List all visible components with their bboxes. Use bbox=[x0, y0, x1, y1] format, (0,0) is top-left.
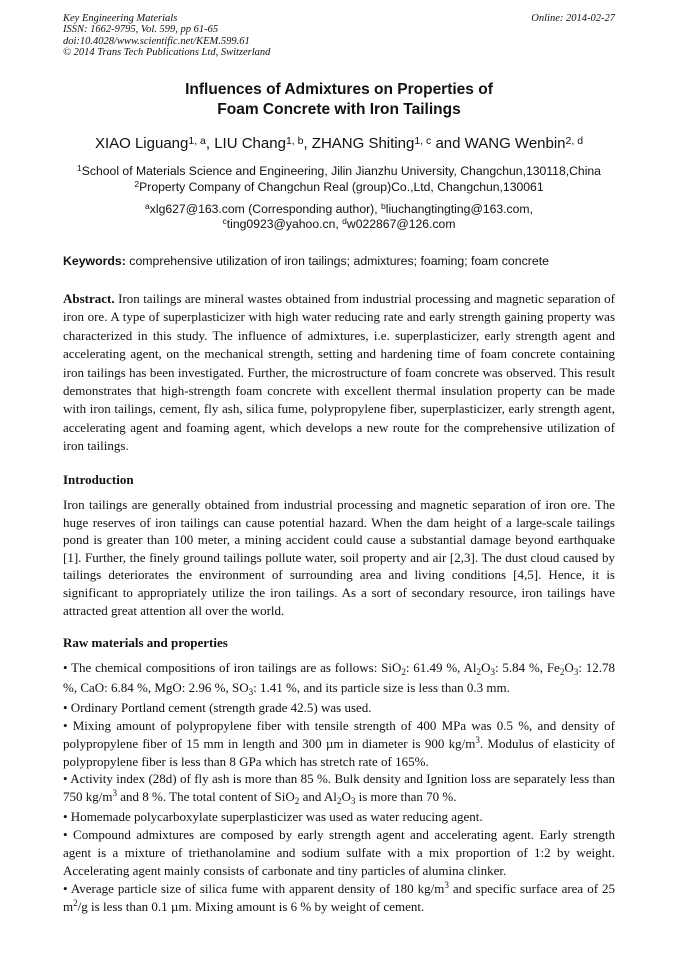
text-segment: • Activity index (28d) of fly ash is more than 85 %. Bulk density and Ignition loss are separately less than 750 kg/m bbox=[63, 771, 615, 805]
subscript-text: 3 bbox=[248, 686, 254, 697]
title-line-2: Foam Concrete with Iron Tailings bbox=[217, 101, 461, 118]
list-item bbox=[63, 826, 615, 880]
paper-title bbox=[0, 80, 678, 120]
list-item bbox=[63, 659, 615, 699]
subscript-text: 3 bbox=[573, 667, 579, 677]
text-segment: • Average particle size of silica fume with apparent density of 180 kg/m bbox=[63, 880, 445, 896]
subscript-text: 3 bbox=[350, 796, 356, 807]
text-segment: • The chemical compositions of iron tailings are as follows: SiO bbox=[63, 660, 402, 675]
raw-materials-list bbox=[63, 659, 615, 916]
text-segment: and specific surface area of 25 m bbox=[63, 880, 616, 914]
text-segment: O bbox=[564, 660, 574, 675]
subscript-text: 2 bbox=[476, 667, 482, 677]
subscript-text: 2 bbox=[401, 667, 406, 677]
author: ZHANG Shiting$^{1, c}$ and bbox=[311, 135, 465, 152]
doi: doi:10.4028/www.scientific.net/KEM.599.61 bbox=[63, 35, 250, 47]
text-segment: ting0923@yahoo.cn, bbox=[226, 216, 343, 231]
supscript-text: b bbox=[381, 201, 386, 211]
text-segment: is more than 70 %. bbox=[355, 789, 457, 805]
subscript-text: 2 bbox=[294, 796, 300, 807]
keywords bbox=[63, 253, 549, 269]
supscript-text: 2 bbox=[73, 897, 78, 908]
list-item bbox=[63, 808, 615, 826]
affiliation: $^1$School of Materials Science and Engineering, Jilin Jianzhu University, Changchun,130118,China bbox=[77, 163, 601, 178]
keywords-label: Keywords: bbox=[63, 254, 126, 268]
online-date: Online: 2014-02-27 bbox=[531, 13, 615, 24]
text-segment: • Ordinary Portland cement (strength grade 42.5) was used. bbox=[63, 699, 372, 715]
text-segment: and 8 %. The total content of SiO bbox=[117, 789, 295, 805]
subscript-text: 2 bbox=[336, 796, 342, 807]
supscript-text: 3 bbox=[112, 788, 118, 799]
author: XIAO Liguang$^{1, a}$, bbox=[94, 135, 215, 152]
text-segment: liuchangtingting@163.com, bbox=[385, 202, 533, 216]
author: WANG Wenbin$^{2, d}$ bbox=[464, 135, 584, 152]
email-line bbox=[0, 202, 678, 217]
text-segment: • Compound admixtures are composed by early strength agent and accelerating agent. Early strength agent is a mixture of triethanolamine and sodium sulfate with a mix proportion of 1:2 by weight. Accelerating agent mainly consists of carbonate and tiny particles of alumina clinker. bbox=[63, 827, 615, 878]
text-segment: : 5.84 %, Fe bbox=[495, 660, 560, 675]
title-line-1: Influences of Admixtures on Properties of bbox=[185, 81, 493, 98]
email-line bbox=[0, 217, 678, 232]
abstract-text: Iron tailings are mineral wastes obtained from industrial processing and magnetic separation of iron ore. A type of superplasticizer with high water reducing rate and early strength gaining property was characterized in this study. The influence of admixtures, i.e. superplasticizer, early strength agent and accelerating agent, on the mechanical strength, setting and hardening time of foam concrete containing iron tailings has been investigated. Further, the microstructure of foam concrete was observed. This result demonstrates that high-strength foam concrete with excellent thermal insulation property can be made with iron tailings, cement, fly ash, silica fume, polypropylene fiber, superplasticizer, early strength agent, accelerating agent and foaming agent, which develops a new route for the comprehensive utilization of iron tailings. bbox=[63, 291, 615, 454]
authors bbox=[0, 134, 678, 154]
text-segment: xlg627@163.com (Corresponding author), bbox=[149, 202, 381, 216]
text-segment: • Mixing amount of polypropylene fiber with tensile strength of 400 MPa was 0.5 %, and density of polypropylene fiber of 15 mm in length and 300 µm in diameter is 900 kg/m bbox=[63, 717, 615, 751]
journal-name: Key Engineering Materials bbox=[63, 13, 178, 24]
text-segment: O bbox=[481, 660, 491, 675]
supscript-text: 3 bbox=[475, 734, 480, 745]
affiliations bbox=[0, 164, 678, 195]
section-heading-introduction: Introduction bbox=[63, 472, 134, 487]
text-segment: : 61.49 %, Al bbox=[405, 660, 477, 675]
issn: ISSN: 1662-9795, Vol. 599, pp 61-65 bbox=[63, 24, 219, 36]
list-item bbox=[63, 699, 615, 717]
subscript-text: 3 bbox=[490, 667, 495, 677]
subscript-text: 2 bbox=[559, 667, 565, 677]
supscript-text: d bbox=[342, 215, 347, 226]
text-segment: • Homemade polycarboxylate superplasticizer was used as water reducing agent. bbox=[63, 809, 483, 825]
section-heading-raw-materials: Raw materials and properties bbox=[63, 635, 228, 650]
text-segment: : 12.78 %, CaO: 6.84 %, MgO: 2.96 %, SO bbox=[63, 660, 615, 695]
text-segment: and Al bbox=[299, 789, 337, 805]
list-item bbox=[63, 880, 615, 916]
introduction-paragraph: Iron tailings are generally obtained from industrial processing and magnetic separation of iron ore. The huge reserves of iron tailings can cause potential hazard. When the dam height of a large-scale tailings pond is greater than 100 meter, a mining accident could cause a substantial damage beyond earthquake [1]. Further, the finely ground tailings pollute water, soil property and air [2,3]. The dust cloud caused by tailings deteriorates the environment of surrounding area and living conditions [4,5]. Hence, it is significant to appropriately utilize the iron tailings. As a sort of secondary resource, iron tailings have attracted great attention all over the world. bbox=[63, 497, 615, 618]
affiliation: $^2$Property Company of Changchun Real (group)Co.,Ltd, Changchun,130061 bbox=[134, 178, 544, 194]
supscript-text: a bbox=[145, 201, 150, 211]
text-segment: /g is less than 0.1 µm. Mixing amount is 6 % by weight of cement. bbox=[77, 898, 425, 914]
abstract bbox=[63, 290, 615, 456]
list-item bbox=[63, 717, 615, 771]
text-segment: : 1.41 %, and its particle size is less than 0.3 mm. bbox=[253, 679, 510, 695]
journal-header bbox=[63, 13, 270, 58]
supscript-text: c bbox=[222, 215, 227, 226]
supscript-text: 3 bbox=[444, 879, 449, 890]
emails bbox=[0, 202, 678, 231]
author: LIU Chang$^{1, b}$, bbox=[214, 135, 312, 152]
text-segment: . Modulus of elasticity of polypropylene fiber is less than 8 GPa which has stretch rate of 165%. bbox=[63, 735, 615, 769]
list-item bbox=[63, 770, 615, 808]
abstract-label: Abstract. bbox=[63, 291, 115, 306]
copyright: © 2014 Trans Tech Publications Ltd, Switzerland bbox=[63, 46, 271, 58]
text-segment: O bbox=[341, 789, 351, 805]
text-segment: w022867@126.com bbox=[346, 216, 456, 231]
keywords-text: comprehensive utilization of iron tailings; admixtures; foaming; foam concrete bbox=[125, 254, 549, 268]
